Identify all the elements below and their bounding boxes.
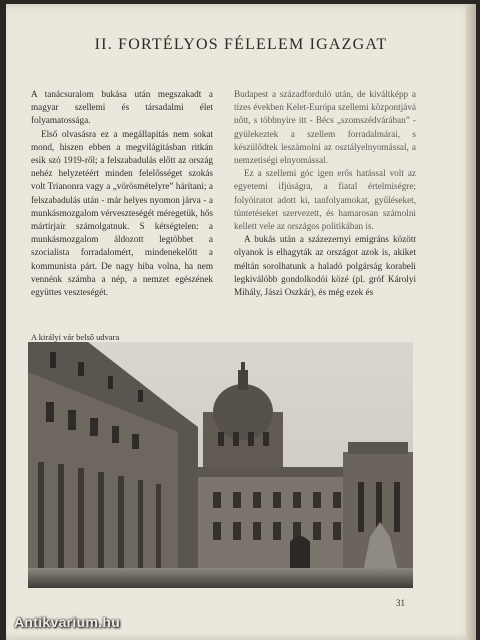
chapter-title: II. FORTÉLYOS FÉLELEM IGAZGAT [94,36,388,53]
castle-courtyard-photo [28,342,413,588]
right-column [234,88,416,299]
left-column [31,88,213,299]
paragraph: A bukás után a százezernyi emigráns között olyanok is elhagyták az országot azok is, akiket méltán sorolhatunk a haladó polgárság korabeli legkiválóbb gondolkodói közé (pl. gróf Károlyi Mihály, Jászi Oszkár), és még ezek és [234,234,416,298]
paragraph: Budapest a századforduló után, de kiváltképp a tízes években Kelet-Európa szellemi központjává nőtt, s többnyire itt - Bécs „szomszédvárában” - gyülekeztek a szellem forradalmárai, s készülődtek leszámolni az osztályelnyomással, a nemzetiségi elnyomással. [234,89,416,166]
book-page [6,4,476,640]
page-number: 31 [396,598,405,608]
photo-caption: A királyi vár belső udvara [31,332,120,342]
paragraph: Ez a szellemi góc igen erős hatással volt az egyetemi ifjúságra, a fiatal értelmiségre; folyóiratot adott ki, tanfolyamokat, gyűléseket, tüntetéseket szervezett, és hamarosan számolni kellett vele az országos politikában is. [234,168,416,232]
castle-illustration [28,342,413,588]
paragraph: A tanácsuralom bukása után megszakadt a magyar szellemi és társadalmi élet folyamatossága. [31,89,213,126]
page-edge [466,4,476,640]
watermark: Antikvarium.hu [14,614,121,630]
paragraph: Első olvasásra ez a megállapítás nem sokat mond, hiszen ebben a megvilágításban ritkán esik szó 1919-ről; a felszabadulás előtt az ország nehéz helyzetéért minden felelősséget szokás volt Trianonra vagy a „vörösmételyre” hárítani; a felszabadulás után - már helyes nyomon járva - a munkásmozgalom vérveszteségét méregetük, hős mártírjair számolgatnuk. S kétségtelen: a munkásmozgalom áldozott legtöbbet a szocialista forradalomért, mindenekelőtt a kommunista párt. De nagy hiba volna, ha nem vennénk számba a nép, a nemzet egészének együttes veszteségét. [31,128,213,298]
